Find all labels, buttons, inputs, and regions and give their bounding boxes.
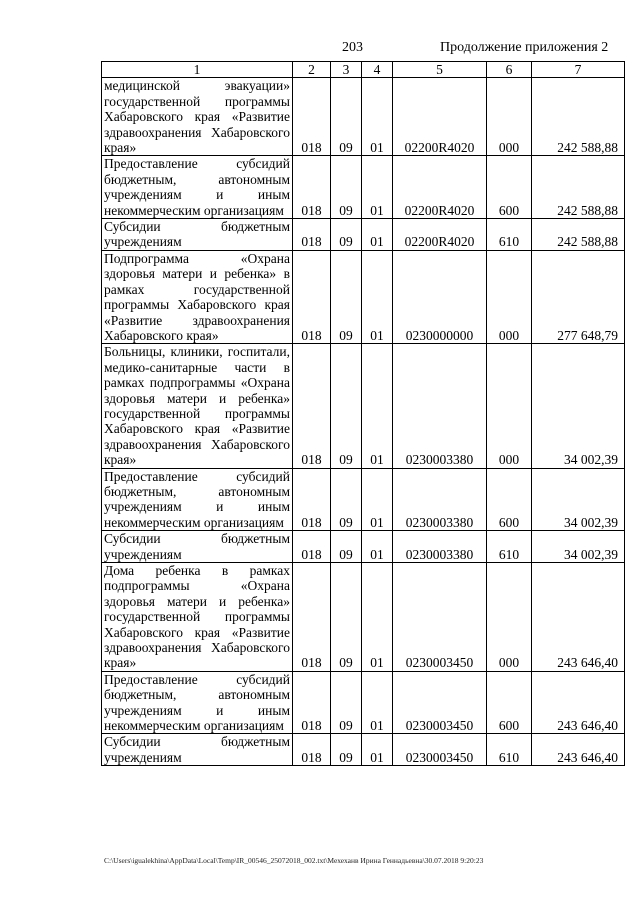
cell-expense-type: 000 — [487, 563, 532, 672]
table-row — [102, 344, 625, 468]
column-header: 7 — [532, 62, 625, 78]
cell-amount: 34 002,39 — [532, 531, 625, 563]
cell-ministry-code: 018 — [293, 250, 331, 343]
row-name: Дома ребенка в рамках подпрограммы «Охрана здоровья матери и ребенка» государственной программы Хабаровского края «Развитие здравоохранения Хабаровского края» — [102, 563, 293, 672]
column-header: 5 — [393, 62, 487, 78]
cell-subsection: 01 — [362, 468, 393, 531]
cell-section: 09 — [331, 468, 362, 531]
cell-subsection: 01 — [362, 219, 393, 251]
cell-expense-type: 600 — [487, 156, 532, 219]
cell-subsection: 01 — [362, 78, 393, 156]
cell-ministry-code: 018 — [293, 734, 331, 766]
page-number: 203 — [342, 40, 363, 55]
cell-target-article: 0230003450 — [393, 734, 487, 766]
column-header: 1 — [102, 62, 293, 78]
cell-amount: 243 646,40 — [532, 563, 625, 672]
cell-ministry-code: 018 — [293, 78, 331, 156]
column-header-row — [102, 62, 625, 78]
cell-target-article: 02200R4020 — [393, 156, 487, 219]
cell-target-article: 0230000000 — [393, 250, 487, 343]
cell-amount: 243 646,40 — [532, 671, 625, 734]
cell-section: 09 — [331, 250, 362, 343]
cell-subsection: 01 — [362, 563, 393, 672]
table-row — [102, 734, 625, 766]
column-header: 2 — [293, 62, 331, 78]
cell-subsection: 01 — [362, 156, 393, 219]
cell-amount: 243 646,40 — [532, 734, 625, 766]
cell-subsection: 01 — [362, 734, 393, 766]
cell-expense-type: 000 — [487, 250, 532, 343]
cell-ministry-code: 018 — [293, 156, 331, 219]
cell-target-article: 0230003380 — [393, 531, 487, 563]
column-header: 6 — [487, 62, 532, 78]
cell-expense-type: 000 — [487, 344, 532, 468]
cell-ministry-code: 018 — [293, 219, 331, 251]
cell-amount: 34 002,39 — [532, 468, 625, 531]
cell-amount: 242 588,88 — [532, 78, 625, 156]
table-row — [102, 531, 625, 563]
row-name: Подпрограмма «Охрана здоровья матери и ребенка» в рамках государственной программы Хабаровского края «Развитие здравоохранения Хабаровского края» — [102, 250, 293, 343]
cell-section: 09 — [331, 156, 362, 219]
cell-subsection: 01 — [362, 531, 393, 563]
column-header: 4 — [362, 62, 393, 78]
continuation-caption: Продолжение приложения 2 — [440, 40, 609, 55]
cell-section: 09 — [331, 344, 362, 468]
row-name: Больницы, клиники, госпитали, медико-санитарные части в рамках подпрограммы «Охрана здоровья матери и ребенка» государственной программы Хабаровского края «Развитие здравоохранения Хабаровского края» — [102, 344, 293, 468]
cell-expense-type: 600 — [487, 671, 532, 734]
cell-section: 09 — [331, 734, 362, 766]
cell-expense-type: 610 — [487, 531, 532, 563]
table-row — [102, 671, 625, 734]
row-name: Субсидии бюджетным учреждениям — [102, 219, 293, 251]
row-name: Субсидии бюджетным учреждениям — [102, 531, 293, 563]
cell-ministry-code: 018 — [293, 671, 331, 734]
cell-target-article: 0230003450 — [393, 671, 487, 734]
cell-amount: 277 648,79 — [532, 250, 625, 343]
cell-target-article: 0230003380 — [393, 344, 487, 468]
cell-ministry-code: 018 — [293, 468, 331, 531]
cell-amount: 242 588,88 — [532, 156, 625, 219]
cell-section: 09 — [331, 219, 362, 251]
row-name: Субсидии бюджетным учреждениям — [102, 734, 293, 766]
file-path-footer: C:\Users\igualekhina\AppData\Local\Temp\IR_00546_25072018_002.txt\Мехеханв Ирина Геннадьевна\30.07.2018 9:20:23 — [104, 856, 484, 865]
table-row — [102, 219, 625, 251]
cell-subsection: 01 — [362, 671, 393, 734]
cell-target-article: 0230003380 — [393, 468, 487, 531]
row-name: Предоставление субсидий бюджетным, автономным учреждениям и иным некоммерческим организациям — [102, 156, 293, 219]
column-header: 3 — [331, 62, 362, 78]
table-row — [102, 250, 625, 343]
cell-subsection: 01 — [362, 250, 393, 343]
cell-ministry-code: 018 — [293, 563, 331, 672]
cell-expense-type: 600 — [487, 468, 532, 531]
cell-subsection: 01 — [362, 344, 393, 468]
cell-amount: 242 588,88 — [532, 219, 625, 251]
cell-ministry-code: 018 — [293, 531, 331, 563]
cell-expense-type: 610 — [487, 734, 532, 766]
table-row — [102, 78, 625, 156]
row-name: Предоставление субсидий бюджетным, автономным учреждениям и иным некоммерческим организациям — [102, 671, 293, 734]
table-row — [102, 468, 625, 531]
cell-amount: 34 002,39 — [532, 344, 625, 468]
cell-section: 09 — [331, 563, 362, 672]
cell-target-article: 0230003450 — [393, 563, 487, 672]
cell-target-article: 02200R4020 — [393, 78, 487, 156]
table-row — [102, 156, 625, 219]
cell-section: 09 — [331, 78, 362, 156]
cell-target-article: 02200R4020 — [393, 219, 487, 251]
cell-section: 09 — [331, 671, 362, 734]
cell-section: 09 — [331, 531, 362, 563]
row-name: медицинской эвакуации» государственной программы Хабаровского края «Развитие здравоохранения Хабаровского края» — [102, 78, 293, 156]
table-row — [102, 563, 625, 672]
cell-expense-type: 000 — [487, 78, 532, 156]
budget-table — [101, 61, 625, 766]
cell-expense-type: 610 — [487, 219, 532, 251]
row-name: Предоставление субсидий бюджетным, автономным учреждениям и иным некоммерческим организациям — [102, 468, 293, 531]
cell-ministry-code: 018 — [293, 344, 331, 468]
